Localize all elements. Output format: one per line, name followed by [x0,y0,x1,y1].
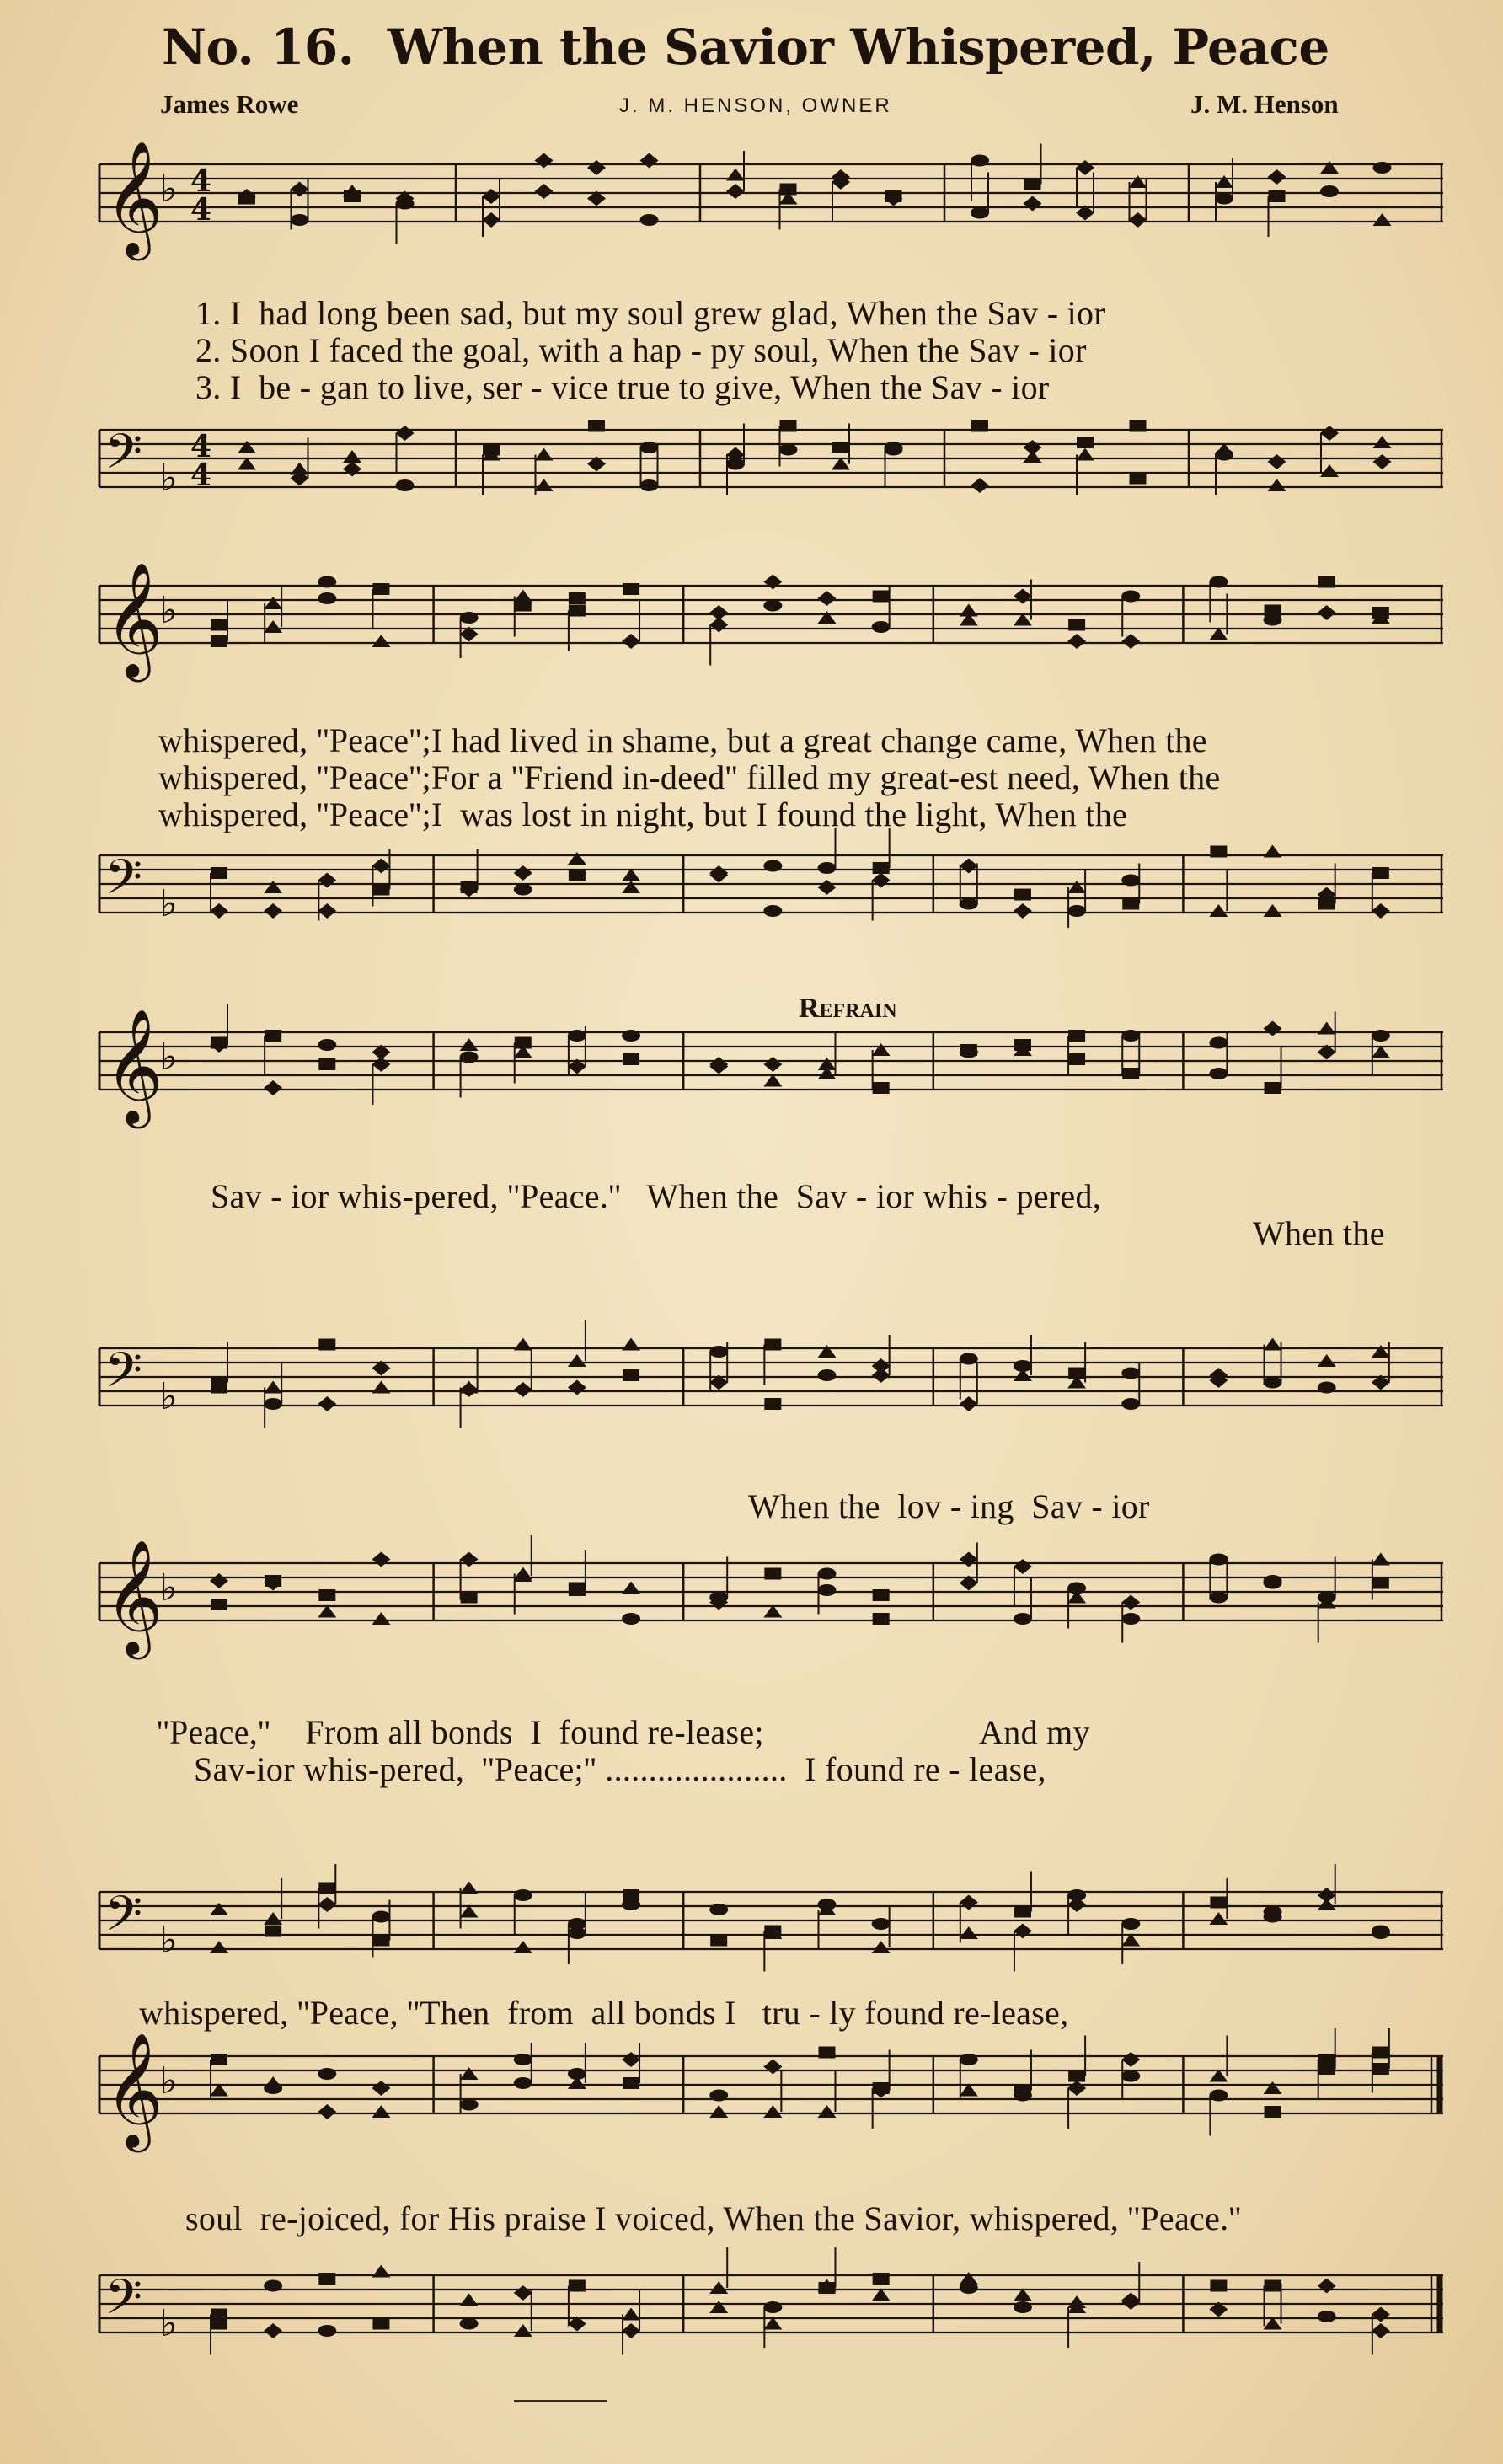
square-note-head [211,1382,227,1394]
round-note-head [1318,2311,1336,2322]
diamond-note-head [1014,1924,1032,1939]
round-note-head [1067,905,1086,917]
diamond-note-head [210,903,228,919]
bass-clef-icon: 𝄢 [104,1885,143,1954]
square-note-head [623,1369,639,1381]
triangle-note-head [291,463,309,475]
round-note-head [779,444,798,456]
flat-key-signature-icon: ♭ [160,1036,178,1079]
square-note-head [318,1883,335,1894]
diamond-note-head [1318,2279,1336,2294]
flat-key-signature-icon: ♭ [160,1919,178,1962]
triangle-note-head [622,2308,640,2321]
round-note-head [514,1889,532,1901]
triangle-note-head [460,1882,479,1894]
diamond-note-head [264,903,282,919]
square-note-head [764,1339,781,1351]
bass-clef-icon: 𝄢 [104,423,143,492]
triangle-note-head [1264,1338,1282,1351]
refrain-bass-line: When the lov - ing Sav - ior [748,1487,1150,1525]
square-note-head [1265,2280,1281,2292]
composer-credit: J. M. Henson [1190,89,1339,119]
refrain-line-1: Sav - ior whis-pered, ''Peace.'' When the Sav - ior whis - pered, [211,1177,1102,1215]
triangle-note-head [264,881,282,893]
round-note-head [885,442,903,453]
square-note-head [211,867,227,879]
round-note-head [1014,1360,1032,1372]
diamond-note-head [372,859,390,874]
round-note-head [372,1911,390,1923]
round-note-head [709,1346,728,1358]
square-note-head [623,1889,639,1901]
diamond-note-head [318,1396,336,1411]
diamond-note-head [514,1382,532,1397]
square-note-head [1014,889,1031,901]
triangle-note-head [1268,479,1286,491]
round-note-head [1121,1398,1140,1410]
verse-1-line-1: 1. I had long been sad, but my soul grew glad, When the Sav - ior [195,294,1105,332]
diamond-note-head [872,873,891,888]
time-signature-bottom: 4 [190,192,212,228]
bass-clef-icon: 𝄢 [104,849,143,918]
flat-key-signature-icon: ♭ [160,168,178,211]
diamond-note-head [960,859,978,874]
square-note-head [265,1926,281,1937]
treble-clef-icon: 𝄞 [104,139,163,255]
triangle-note-head [535,479,554,491]
square-note-head [873,2273,890,2285]
round-note-head [1014,2301,1032,2313]
round-note-head [960,898,978,910]
square-note-head [1210,846,1227,858]
square-note-head [873,862,890,874]
round-note-head [264,1398,282,1410]
diamond-note-head [1320,426,1339,441]
hymn-title [162,19,1329,76]
treble-clef-icon: 𝄞 [104,1007,163,1123]
diamond-note-head [1014,903,1032,919]
flat-key-signature-icon: ♭ [160,882,178,925]
round-note-head [818,1369,837,1381]
round-note-head [763,860,782,872]
round-note-head [1372,1926,1390,1937]
square-note-head [318,2273,335,2285]
round-note-head [709,1904,728,1915]
triangle-note-head [1076,448,1094,461]
round-note-head [872,1918,891,1930]
triangle-note-head [264,1381,282,1394]
diamond-note-head [818,880,837,895]
round-note-head [460,2318,479,2330]
square-note-head [1210,2280,1227,2292]
round-note-head [264,2280,282,2292]
diamond-note-head [1372,2323,1390,2338]
round-note-head [640,442,659,453]
verse-2-line-2: whispered, ''Peace'';For a ''Friend in-deed'' filled my great-est need, When the [158,758,1221,796]
round-note-head [1318,1382,1336,1394]
triangle-note-head [460,2294,479,2306]
triangle-note-head [535,448,554,461]
square-note-head [1372,867,1389,879]
hymn-title-text: When the Savior Whispered, Peace [387,19,1329,76]
triangle-note-head [960,2272,978,2285]
square-note-head [318,1339,335,1351]
round-note-head [1121,1368,1140,1379]
square-note-head [764,1398,781,1410]
refrain-line-4: soul re-joiced, for His praise I voiced, When the Savior, whispered, ''Peace.'' [185,2199,1242,2237]
square-note-head [569,2280,586,2292]
square-note-head [1068,1368,1085,1379]
round-note-head [318,2325,336,2337]
refrain-line-1b: When the [1253,1214,1385,1252]
diamond-note-head [960,1895,978,1910]
flat-key-signature-icon: ♭ [160,1567,178,1610]
triangle-note-head [514,1941,532,1953]
triangle-note-head [460,1381,479,1394]
round-note-head [763,905,782,917]
square-note-head [1014,1906,1031,1918]
refrain-line-3: whispered, ''Peace, ''Then from all bonds I tru - ly found re-lease, [139,1994,1069,2032]
triangle-note-head [1264,845,1282,858]
triangle-note-head [372,2265,390,2278]
flat-key-signature-icon: ♭ [160,589,178,632]
round-note-head [960,1353,978,1365]
bass-clef-icon: 𝄢 [104,1342,143,1411]
diamond-note-head [396,426,415,441]
page-end-rule [514,2400,607,2402]
square-note-head [588,420,605,432]
triangle-note-head [872,1941,891,1953]
diamond-note-head [1372,2307,1390,2322]
round-note-head [640,479,659,491]
triangle-note-head [210,1903,228,1915]
triangle-note-head [343,450,361,463]
square-note-head [372,1935,389,1947]
round-note-head [396,479,415,491]
treble-clef-icon: 𝄞 [104,2031,163,2147]
square-note-head [764,1926,781,1937]
square-note-head [780,420,797,432]
diamond-note-head [568,1380,586,1395]
round-note-head [1264,1911,1282,1923]
square-note-head [1077,437,1094,448]
triangle-note-head [1209,904,1228,917]
round-note-head [514,884,532,896]
diamond-note-head [622,2323,640,2338]
bass-clef-icon: 𝄢 [104,2268,143,2338]
verse-3-line-1: 3. I be - gan to live, ser - vice true to give, When the Sav - ior [195,368,1050,406]
triangle-note-head [818,1345,837,1358]
verse-1-line-2: whispered, ''Peace'';I had lived in shame, but a great change came, When the [158,721,1207,759]
square-note-head [971,420,988,432]
square-note-head [372,2318,389,2330]
diamond-note-head [1373,454,1392,469]
flat-key-signature-icon: ♭ [160,2060,178,2102]
diamond-note-head [1121,2293,1140,2308]
triangle-note-head [1320,464,1339,477]
triangle-note-head [622,881,640,893]
diamond-note-head [1268,454,1286,469]
triangle-note-head [1264,904,1282,917]
refrain-line-2b: Sav-ior whis-pered, ''Peace;'' ..................... I found re - lease, [194,1750,1046,1788]
round-note-head [818,862,837,874]
round-note-head [1264,1377,1282,1389]
square-note-head [461,881,478,893]
diamond-note-head [318,1897,336,1912]
time-signature-top: 4 [190,163,212,199]
triangle-note-head [1373,436,1392,448]
author-credit: James Rowe [160,89,299,119]
diamond-note-head [1024,440,1042,455]
square-note-head [1210,1897,1227,1909]
square-note-head [211,2309,227,2321]
diamond-note-head [709,865,728,881]
triangle-note-head [622,1338,640,1351]
treble-clef-icon: 𝄞 [104,1538,163,1654]
diamond-note-head [960,1396,978,1411]
triangle-note-head [514,2324,532,2337]
diamond-note-head [1372,903,1390,919]
square-note-head [1130,420,1147,432]
flat-key-signature-icon: ♭ [160,457,178,500]
square-note-head [372,884,389,896]
round-note-head [1121,1918,1140,1930]
round-note-head [763,2301,782,2313]
round-note-head [1067,1889,1086,1901]
round-note-head [568,1918,586,1930]
refrain-line-2a: ''Peace,'' From all bonds I found re-lease; And my [157,1713,1090,1751]
diamond-note-head [264,2323,282,2338]
verse-3-line-2: whispered, ''Peace'';I was lost in night, but I found the light, When the [158,795,1128,833]
verse-2-line-1: 2. Soon I faced the goal, with a hap - py soul, When the Sav - ior [195,331,1087,369]
triangle-note-head [960,1926,978,1939]
diamond-note-head [318,873,336,888]
triangle-note-head [264,1912,282,1925]
diamond-note-head [971,478,989,493]
triangle-note-head [514,1338,532,1351]
diamond-note-head [872,1358,891,1374]
triangle-note-head [1067,881,1086,893]
triangle-note-head [568,852,586,865]
diamond-note-head [1318,1888,1336,1903]
triangle-note-head [1372,1345,1390,1358]
square-note-head [1122,898,1139,910]
bass-staff-3 [99,1020,1443,1473]
triangle-note-head [238,441,256,453]
diamond-note-head [514,2285,532,2301]
square-note-head [832,442,849,453]
time-signature-top: 4 [190,429,212,464]
treble-clef-icon: 𝄞 [104,560,163,677]
diamond-note-head [318,903,336,919]
diamond-note-head [514,865,532,881]
square-note-head [1130,473,1147,485]
round-note-head [1215,449,1233,461]
triangle-note-head [568,1354,586,1367]
triangle-note-head [210,1941,228,1953]
diamond-note-head [343,462,361,477]
square-note-head [710,1935,727,1947]
triangle-note-head [372,1381,390,1394]
square-note-head [569,870,586,881]
triangle-note-head [1209,1912,1228,1925]
flat-key-signature-icon: ♭ [160,1375,178,1418]
time-signature-bottom: 4 [190,458,212,493]
triangle-note-head [1318,1354,1336,1367]
refrain-label: Refrain [799,993,897,1024]
flat-key-signature-icon: ♭ [160,2302,178,2345]
triangle-note-head [709,2281,728,2294]
triangle-note-head [709,2301,728,2313]
owner-credit: J. M. HENSON, OWNER [619,94,892,117]
hymn-number: No. 16. [162,19,355,76]
round-note-head [1121,875,1140,887]
